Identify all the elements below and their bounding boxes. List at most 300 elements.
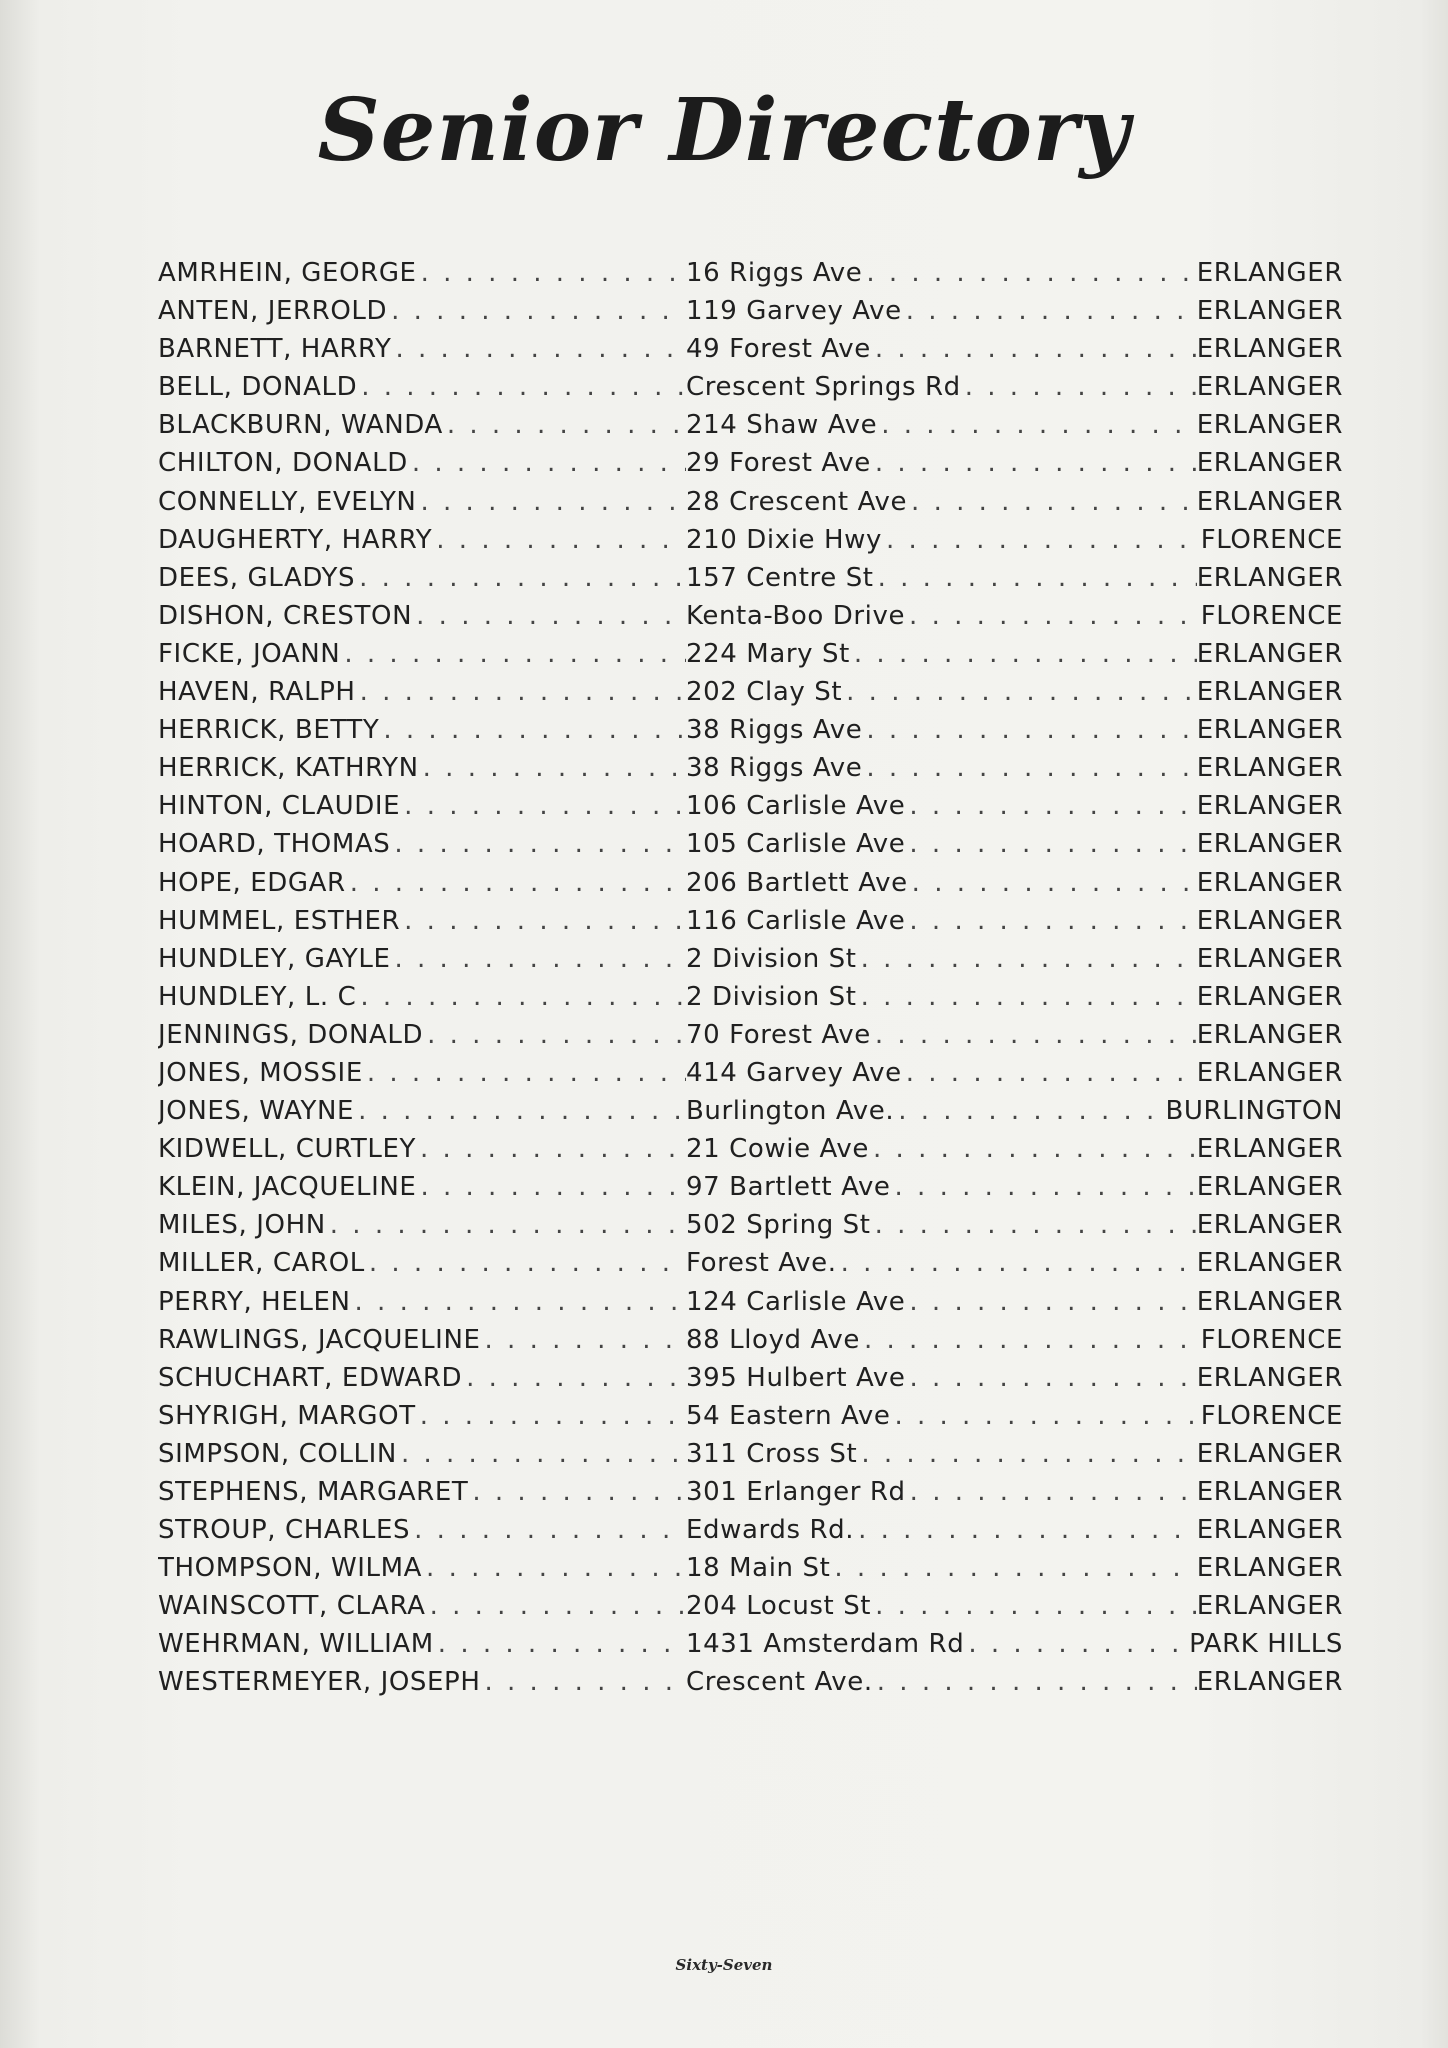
name-column <box>158 525 686 555</box>
dot-leader <box>830 1553 1196 1583</box>
name-column <box>158 1096 686 1126</box>
student-name: THOMPSON, WILMA <box>158 1553 423 1584</box>
city-name: FLORENCE <box>1200 524 1343 555</box>
directory-entry <box>158 868 1343 906</box>
dot-leader <box>854 1515 1197 1545</box>
dot-leader <box>842 677 1197 707</box>
street-address: 311 Cross St <box>686 1438 858 1469</box>
student-name: WAINSCOTT, CLARA <box>158 1591 426 1622</box>
street-address: Kenta-Boo Drive <box>686 600 906 631</box>
dot-leader <box>426 1591 686 1621</box>
directory-entry <box>158 563 1343 601</box>
city-name: ERLANGER <box>1196 1591 1343 1622</box>
directory-entry <box>158 1172 1343 1210</box>
name-column <box>158 829 686 859</box>
dot-leader <box>862 715 1196 745</box>
senior-directory-list <box>158 258 1343 1706</box>
address-column <box>686 1058 1343 1088</box>
directory-entry <box>158 982 1343 1020</box>
street-address: 1431 Amsterdam Rd <box>686 1629 965 1660</box>
dot-leader <box>416 1401 686 1431</box>
address-column <box>686 1172 1343 1202</box>
directory-entry <box>158 372 1343 410</box>
city-name: ERLANGER <box>1196 1210 1343 1241</box>
student-name: DEES, GLADYS <box>158 562 356 593</box>
address-column <box>686 258 1343 288</box>
dot-leader <box>480 1667 686 1697</box>
name-column <box>158 1248 686 1278</box>
city-name: ERLANGER <box>1196 486 1343 517</box>
name-column <box>158 753 686 783</box>
dot-leader <box>891 1172 1197 1202</box>
city-name: FLORENCE <box>1200 1324 1343 1355</box>
name-column <box>158 944 686 974</box>
dot-leader <box>432 525 686 555</box>
page-number: Sixty-Seven <box>675 1956 773 1974</box>
dot-leader <box>871 1020 1197 1050</box>
student-name: HOARD, THOMAS <box>158 829 391 860</box>
street-address: 202 Clay St <box>686 677 843 708</box>
address-column <box>686 1020 1343 1050</box>
address-column <box>686 1096 1343 1126</box>
dot-leader <box>871 1591 1197 1621</box>
student-name: HERRICK, BETTY <box>158 715 380 746</box>
street-address: 124 Carlisle Ave <box>686 1286 906 1317</box>
directory-entry <box>158 1439 1343 1477</box>
address-column <box>686 906 1343 936</box>
directory-entry <box>158 1553 1343 1591</box>
directory-entry <box>158 1591 1343 1629</box>
student-name: HUMMEL, ESTHER <box>158 905 401 936</box>
city-name: ERLANGER <box>1196 829 1343 860</box>
city-name: ERLANGER <box>1196 1477 1343 1507</box>
city-name: BURLINGTON <box>1165 1096 1343 1127</box>
dot-leader <box>871 448 1197 478</box>
name-column <box>158 601 686 631</box>
dot-leader <box>890 1401 1200 1431</box>
student-name: DAUGHERTY, HARRY <box>158 524 433 555</box>
directory-entry <box>158 334 1343 372</box>
city-name: ERLANGER <box>1196 1057 1343 1088</box>
student-name: KIDWELL, CURTLEY <box>158 1134 417 1165</box>
name-column <box>158 410 686 440</box>
address-column <box>686 410 1343 440</box>
address-column <box>686 753 1343 783</box>
street-address: 105 Carlisle Ave <box>686 829 906 860</box>
address-column <box>686 639 1343 669</box>
dot-leader <box>356 982 686 1012</box>
dot-leader <box>443 410 686 440</box>
student-name: STEPHENS, MARGARET <box>158 1477 469 1507</box>
dot-leader <box>871 334 1197 364</box>
directory-entry <box>158 1515 1343 1553</box>
street-address: 116 Carlisle Ave <box>686 905 906 936</box>
dot-leader <box>862 753 1196 783</box>
dot-leader <box>416 1134 686 1164</box>
dot-leader <box>356 677 686 707</box>
directory-entry <box>158 1363 1343 1401</box>
city-name: ERLANGER <box>1196 1515 1343 1546</box>
student-name: AMRHEIN, GEORGE <box>158 258 417 288</box>
student-name: BLACKBURN, WANDA <box>158 410 443 441</box>
city-name: PARK HILLS <box>1189 1629 1343 1660</box>
dot-leader <box>905 601 1201 631</box>
name-column <box>158 791 686 821</box>
dot-leader <box>862 258 1196 288</box>
directory-entry <box>158 677 1343 715</box>
street-address: Edwards Rd. <box>686 1515 855 1546</box>
address-column <box>686 487 1343 517</box>
dot-leader <box>481 1325 686 1355</box>
student-name: HOPE, EDGAR <box>158 867 346 898</box>
dot-leader <box>326 1210 686 1240</box>
address-column <box>686 1134 1343 1164</box>
directory-entry <box>158 525 1343 563</box>
dot-leader <box>964 1629 1189 1659</box>
directory-entry <box>158 601 1343 639</box>
city-name: ERLANGER <box>1196 1667 1343 1698</box>
student-name: CONNELLY, EVELYN <box>158 486 417 517</box>
student-name: SIMPSON, COLLIN <box>158 1438 397 1469</box>
name-column <box>158 906 686 936</box>
city-name: ERLANGER <box>1196 677 1343 708</box>
city-name: ERLANGER <box>1196 562 1343 593</box>
student-name: BELL, DONALD <box>158 372 358 403</box>
city-name: ERLANGER <box>1196 1286 1343 1317</box>
name-column <box>158 487 686 517</box>
address-column <box>686 1287 1343 1317</box>
dot-leader <box>877 410 1197 440</box>
dot-leader <box>850 639 1197 669</box>
dot-leader <box>419 753 686 783</box>
name-column <box>158 715 686 745</box>
street-address: 206 Bartlett Ave <box>686 867 908 898</box>
dot-leader <box>860 1325 1201 1355</box>
address-column <box>686 1439 1343 1469</box>
dot-leader <box>416 1172 686 1202</box>
name-column <box>158 258 686 288</box>
directory-entry <box>158 829 1343 867</box>
name-column <box>158 1515 686 1545</box>
dot-leader <box>423 1020 686 1050</box>
dot-leader <box>365 1248 686 1278</box>
student-name: JENNINGS, DONALD <box>158 1019 424 1050</box>
city-name: ERLANGER <box>1196 334 1343 365</box>
dot-leader <box>392 334 687 364</box>
directory-entry <box>158 1287 1343 1325</box>
address-column <box>686 1553 1343 1583</box>
name-column <box>158 1058 686 1088</box>
dot-leader <box>894 1096 1165 1126</box>
street-address: 119 Garvey Ave <box>686 296 902 327</box>
dot-leader <box>391 944 687 974</box>
dot-leader <box>869 1134 1197 1164</box>
directory-entry <box>158 1325 1343 1363</box>
street-address: 204 Locust St <box>686 1591 872 1622</box>
name-column <box>158 1363 686 1393</box>
city-name: ERLANGER <box>1196 1019 1343 1050</box>
student-name: MILES, JOHN <box>158 1210 326 1241</box>
dot-leader <box>354 1096 686 1126</box>
student-name: STROUP, CHARLES <box>158 1515 411 1546</box>
name-column <box>158 372 686 402</box>
street-address: 414 Garvey Ave <box>686 1057 902 1088</box>
directory-entry <box>158 1248 1343 1286</box>
address-column <box>686 791 1343 821</box>
name-column <box>158 563 686 593</box>
street-address: 97 Bartlett Ave <box>686 1172 891 1203</box>
street-address: 395 Hulbert Ave <box>686 1362 906 1393</box>
dot-leader <box>363 1058 686 1088</box>
dot-leader <box>871 1210 1197 1240</box>
street-address: Burlington Ave. <box>686 1096 895 1127</box>
student-name: HINTON, CLAUDIE <box>158 791 401 822</box>
address-column <box>686 868 1343 898</box>
dot-leader <box>416 487 686 517</box>
address-column <box>686 1210 1343 1240</box>
street-address: 21 Cowie Ave <box>686 1134 870 1165</box>
city-name: ERLANGER <box>1196 753 1343 784</box>
city-name: ERLANGER <box>1196 1134 1343 1165</box>
name-column <box>158 868 686 898</box>
city-name: FLORENCE <box>1200 1400 1343 1431</box>
dot-leader <box>907 487 1197 517</box>
student-name: HUNDLEY, GAYLE <box>158 943 391 974</box>
dot-leader <box>882 525 1201 555</box>
street-address: 88 Lloyd Ave <box>686 1324 860 1355</box>
name-column <box>158 1134 686 1164</box>
street-address: 28 Crescent Ave <box>686 486 908 517</box>
name-column <box>158 296 686 326</box>
student-name: JONES, WAYNE <box>158 1096 355 1127</box>
street-address: 210 Dixie Hwy <box>686 524 883 555</box>
dot-leader <box>905 1363 1196 1393</box>
street-address: Crescent Ave. <box>686 1667 873 1698</box>
student-name: SCHUCHART, EDWARD <box>158 1362 463 1393</box>
student-name: HUNDLEY, L. C <box>158 981 357 1012</box>
dot-leader <box>379 715 686 745</box>
student-name: HAVEN, RALPH <box>158 677 356 708</box>
dot-leader <box>905 1287 1196 1317</box>
name-column <box>158 1477 686 1507</box>
directory-entry <box>158 791 1343 829</box>
city-name: ERLANGER <box>1196 867 1343 898</box>
city-name: ERLANGER <box>1196 1172 1343 1203</box>
name-column <box>158 982 686 1012</box>
dot-leader <box>961 372 1197 402</box>
street-address: 2 Division St <box>686 981 857 1012</box>
address-column <box>686 677 1343 707</box>
directory-entry <box>158 1096 1343 1134</box>
dot-leader <box>357 372 686 402</box>
city-name: ERLANGER <box>1196 715 1343 746</box>
dot-leader <box>351 1287 686 1317</box>
city-name: ERLANGER <box>1196 981 1343 1012</box>
student-name: WEHRMAN, WILLIAM <box>158 1629 434 1660</box>
name-column <box>158 1629 686 1659</box>
student-name: PERRY, HELEN <box>158 1286 351 1317</box>
directory-entry <box>158 410 1343 448</box>
directory-entry <box>158 1210 1343 1248</box>
directory-entry <box>158 1667 1343 1705</box>
name-column <box>158 1439 686 1469</box>
name-column <box>158 677 686 707</box>
address-column <box>686 1401 1343 1431</box>
dot-leader <box>355 563 686 593</box>
address-column <box>686 829 1343 859</box>
dot-leader <box>400 906 686 936</box>
dot-leader <box>390 829 686 859</box>
street-address: 106 Carlisle Ave <box>686 791 906 822</box>
directory-entry <box>158 1401 1343 1439</box>
directory-entry <box>158 1020 1343 1058</box>
city-name: ERLANGER <box>1196 1553 1343 1584</box>
name-column <box>158 1020 686 1050</box>
dot-leader <box>905 906 1196 936</box>
address-column <box>686 1248 1343 1278</box>
dot-leader <box>397 1439 686 1469</box>
street-address: 157 Centre St <box>686 562 874 593</box>
directory-entry <box>158 1477 1343 1515</box>
address-column <box>686 982 1343 1012</box>
address-column <box>686 1667 1343 1697</box>
name-column <box>158 1210 686 1240</box>
directory-entry <box>158 487 1343 525</box>
dot-leader <box>417 258 686 288</box>
street-address: 214 Shaw Ave <box>686 410 878 441</box>
street-address: 38 Riggs Ave <box>686 715 863 746</box>
address-column <box>686 448 1343 478</box>
directory-entry <box>158 944 1343 982</box>
city-name: ERLANGER <box>1196 1438 1343 1469</box>
directory-entry <box>158 448 1343 486</box>
name-column <box>158 1591 686 1621</box>
directory-entry <box>158 296 1343 334</box>
dot-leader <box>905 791 1196 821</box>
street-address: 49 Forest Ave <box>686 334 871 365</box>
student-name: KLEIN, JACQUELINE <box>158 1172 417 1203</box>
student-name: CHILTON, DONALD <box>158 448 408 479</box>
city-name: ERLANGER <box>1196 258 1343 288</box>
city-name: ERLANGER <box>1196 791 1343 822</box>
dot-leader <box>400 791 686 821</box>
directory-entry <box>158 1629 1343 1667</box>
name-column <box>158 448 686 478</box>
directory-entry <box>158 715 1343 753</box>
directory-entry <box>158 258 1343 296</box>
city-name: ERLANGER <box>1196 1248 1343 1279</box>
street-address: Forest Ave. <box>686 1248 837 1279</box>
student-name: FICKE, JOANN <box>158 638 341 669</box>
name-column <box>158 639 686 669</box>
dot-leader <box>408 448 686 478</box>
dot-leader <box>873 1667 1197 1697</box>
dot-leader <box>905 829 1196 859</box>
address-column <box>686 563 1343 593</box>
directory-entry <box>158 906 1343 944</box>
name-column <box>158 1287 686 1317</box>
name-column <box>158 1553 686 1583</box>
dot-leader <box>857 982 1197 1012</box>
student-name: ANTEN, JERROLD <box>158 296 388 327</box>
dot-leader <box>902 1058 1197 1088</box>
name-column <box>158 334 686 364</box>
student-name: DISHON, CRESTON <box>158 600 413 631</box>
page-title: Senior Directory <box>317 80 1131 181</box>
dot-leader <box>387 296 686 326</box>
street-address: 29 Forest Ave <box>686 448 871 479</box>
city-name: FLORENCE <box>1200 600 1343 631</box>
dot-leader <box>906 1477 1197 1507</box>
name-column <box>158 1401 686 1431</box>
dot-leader <box>422 1553 686 1583</box>
student-name: RAWLINGS, JACQUELINE <box>158 1324 481 1355</box>
student-name: BARNETT, HARRY <box>158 334 392 365</box>
dot-leader <box>346 868 686 898</box>
street-address: 70 Forest Ave <box>686 1019 871 1050</box>
dot-leader <box>874 563 1197 593</box>
street-address: 54 Eastern Ave <box>686 1400 891 1431</box>
street-address: 16 Riggs Ave <box>686 258 863 288</box>
dot-leader <box>462 1363 686 1393</box>
dot-leader <box>468 1477 686 1507</box>
directory-entry <box>158 639 1343 677</box>
address-column <box>686 372 1343 402</box>
city-name: ERLANGER <box>1196 410 1343 441</box>
address-column <box>686 296 1343 326</box>
name-column <box>158 1325 686 1355</box>
student-name: JONES, MOSSIE <box>158 1057 363 1088</box>
address-column <box>686 1629 1343 1659</box>
city-name: ERLANGER <box>1196 448 1343 479</box>
dot-leader <box>902 296 1197 326</box>
address-column <box>686 601 1343 631</box>
directory-entry <box>158 1058 1343 1096</box>
dot-leader <box>857 1439 1196 1469</box>
street-address: 38 Riggs Ave <box>686 753 863 784</box>
address-column <box>686 1591 1343 1621</box>
city-name: ERLANGER <box>1196 943 1343 974</box>
city-name: ERLANGER <box>1196 638 1343 669</box>
street-address: 2 Division St <box>686 943 857 974</box>
address-column <box>686 944 1343 974</box>
address-column <box>686 1363 1343 1393</box>
address-column <box>686 1325 1343 1355</box>
city-name: ERLANGER <box>1196 905 1343 936</box>
name-column <box>158 1172 686 1202</box>
address-column <box>686 715 1343 745</box>
dot-leader <box>908 868 1197 898</box>
street-address: 502 Spring St <box>686 1210 871 1241</box>
dot-leader <box>410 1515 686 1545</box>
dot-leader <box>412 601 686 631</box>
name-column <box>158 1667 686 1697</box>
street-address: 18 Main St <box>686 1553 831 1584</box>
street-address: 224 Mary St <box>686 638 850 669</box>
directory-entry <box>158 1134 1343 1172</box>
address-column <box>686 525 1343 555</box>
dot-leader <box>340 639 686 669</box>
student-name: SHYRIGH, MARGOT <box>158 1400 416 1431</box>
address-column <box>686 1515 1343 1545</box>
city-name: ERLANGER <box>1196 296 1343 327</box>
address-column <box>686 1477 1343 1507</box>
student-name: WESTERMEYER, JOSEPH <box>158 1667 481 1698</box>
student-name: HERRICK, KATHRYN <box>158 753 419 784</box>
city-name: ERLANGER <box>1196 372 1343 403</box>
student-name: MILLER, CAROL <box>158 1248 365 1279</box>
street-address: Crescent Springs Rd <box>686 372 961 403</box>
